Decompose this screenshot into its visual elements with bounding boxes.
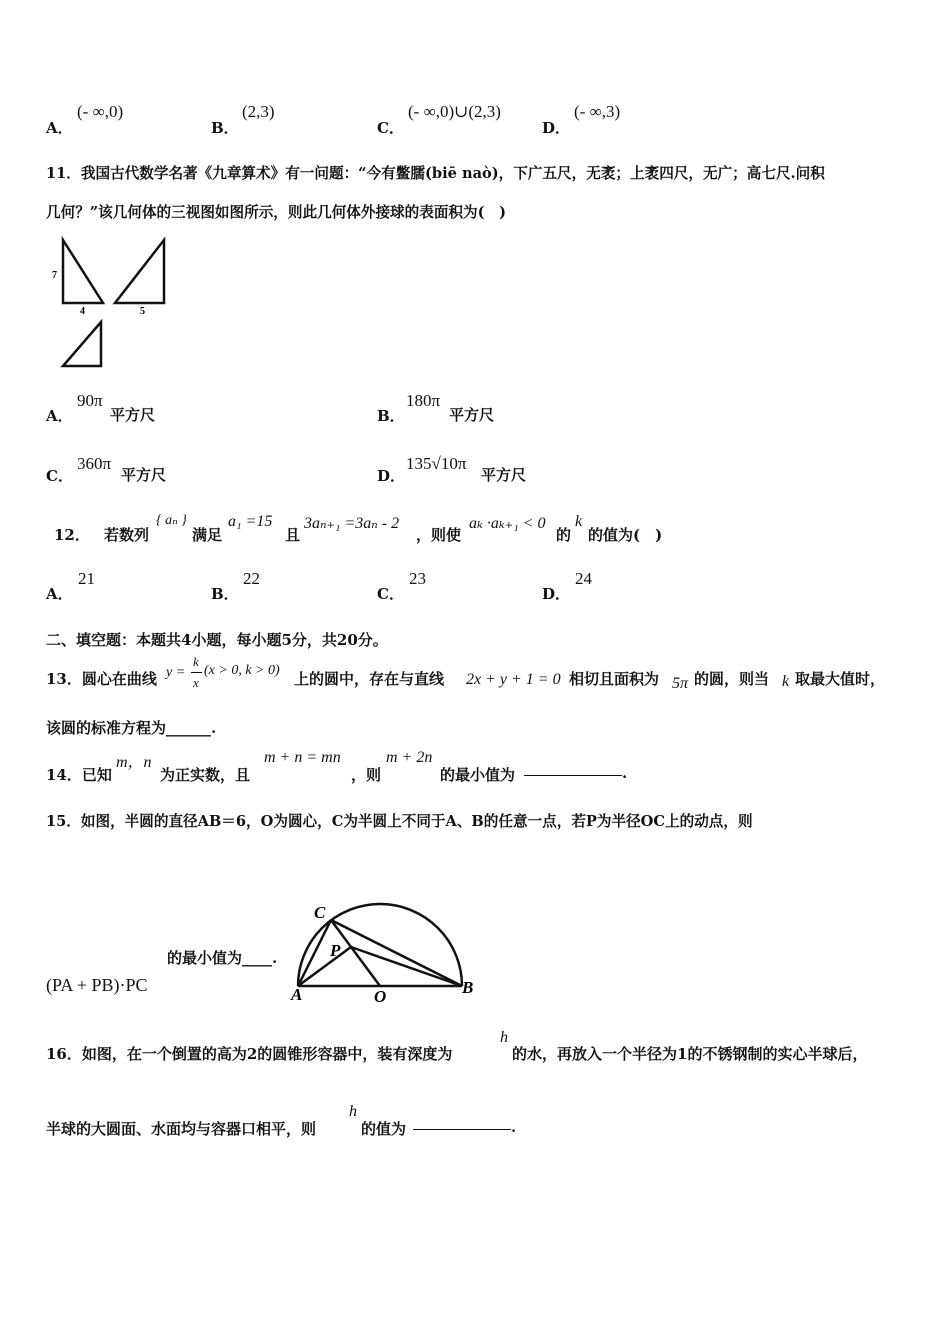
q16-h: h [500, 1029, 508, 1046]
side-view-triangle [115, 240, 164, 303]
section-2-heading: 二、填空题：本题共4小题，每小题5分，共20分。 [46, 631, 388, 649]
q14-text-2: 为正实数，且 [160, 766, 251, 784]
q11-option-b-unit: 平方尺 [449, 406, 495, 424]
segment-cb [331, 920, 462, 986]
q10-option-d-letter: D． [542, 119, 571, 137]
q14-vars: m，n [116, 754, 152, 771]
semicircle-figure [288, 890, 488, 1010]
q11-option-a-letter: A． [46, 407, 73, 425]
q14-eq: m + n = mn [264, 749, 341, 766]
q14-end: . [622, 764, 628, 782]
q16-text-1: 16．如图，在一个倒置的高为2的圆锥形容器中，装有深度为 [46, 1045, 453, 1063]
q12-text-6: 的值为( ) [588, 526, 663, 544]
q15-text-2: 的最小值为____. [167, 949, 278, 967]
q13-text-5: 取最大值时， [795, 670, 886, 688]
q16-answer-blank[interactable] [413, 1117, 511, 1130]
q13-line2: 该圆的标准方程为______. [46, 719, 217, 737]
q11-option-c-unit: 平方尺 [121, 466, 167, 484]
q10-option-a-letter: A． [46, 119, 73, 137]
q13-text-4: 的圆，则当 [694, 670, 770, 688]
q13-line-eq: 2x + y + 1 = 0 [466, 671, 561, 688]
q11-option-d-math: 135√10π [406, 454, 467, 473]
q13-frac-den: x [193, 675, 199, 690]
q14-answer-blank[interactable] [524, 763, 622, 776]
q12-sequence: { aₙ } [156, 513, 187, 528]
q13-text-3: 相切且面积为 [569, 670, 660, 688]
q11-option-b-math: 180π [406, 391, 441, 410]
q12-option-b-value: 22 [243, 569, 260, 588]
q13-text-1: 13．圆心在曲线 [46, 670, 157, 688]
segment-ac [298, 920, 331, 986]
label-b: B [462, 978, 474, 997]
q12-option-a-letter: A． [46, 585, 73, 603]
q13-frac-bar [191, 672, 202, 673]
q10-option-a-math: (- ∞,0) [77, 102, 124, 121]
q12-option-d-letter: D． [542, 585, 571, 603]
q16-text-3: 半球的大圆面、水面均与容器口相平，则 [46, 1120, 317, 1138]
q12-math-1: a₁ =15 [228, 513, 273, 530]
q11-option-a-unit: 平方尺 [110, 406, 156, 424]
q13-condition: (x > 0, k > 0) [204, 663, 280, 678]
label-o: O [374, 987, 387, 1006]
q11-option-c-letter: C． [46, 467, 73, 485]
front-view-triangle [63, 240, 103, 303]
q14-expr: m + 2n [386, 749, 433, 766]
q14-text-4: 的最小值为 [440, 766, 516, 784]
q11-option-b-letter: B． [377, 407, 405, 425]
q12-option-c-letter: C． [377, 585, 404, 603]
q13-text-2: 上的圆中，存在与直线 [294, 670, 445, 688]
q11-option-d-unit: 平方尺 [481, 466, 527, 484]
q10-option-b-math: (2,3) [242, 102, 275, 121]
q10-option-c-math: (- ∞,0)∪(2,3) [408, 102, 501, 121]
q13-frac-num: k [193, 654, 199, 669]
q12-text-2: 满足 [192, 526, 223, 544]
three-view-figure [40, 232, 180, 372]
q13-k: k [782, 673, 790, 690]
label-a: A [291, 985, 303, 1004]
q10-option-c-letter: C． [377, 119, 404, 137]
q15-expr: (PA + PB)·PC [46, 975, 148, 995]
q16-end: . [511, 1118, 517, 1136]
q11-option-c-math: 360π [77, 454, 112, 473]
label-p: P [330, 941, 341, 960]
q13-area: 5π [672, 675, 689, 692]
q12-math-2: 3aₙ₊₁ =3aₙ - 2 [304, 515, 400, 532]
q12-text-5: 的 [556, 526, 572, 544]
q14-text-1: 14．已知 [46, 766, 112, 784]
q11-line2: 几何？”该几何体的三视图如图所示，则此几何体外接球的表面积为( ) [46, 204, 507, 221]
fig-label-base-right: 5 [140, 306, 145, 317]
q11-option-a-math: 90π [77, 391, 103, 410]
fig-label-base-left: 4 [80, 306, 85, 317]
q11-line1: 11．我国古代数学名著《九章算术》有一问题：“今有鳖臑(biē naò)，下广五尺，无袤；上袤四尺，无广；高七尺.问积 [46, 165, 825, 182]
q13-curve-lhs: y = [166, 665, 186, 680]
q11-option-d-letter: D． [377, 467, 406, 485]
q15-line1: 15．如图，半圆的直径AB＝6，O为圆心，C为半圆上不同于A、B的任意一点，若P为半径OC上的动点，则 [46, 813, 753, 830]
q12-option-d-value: 24 [575, 569, 592, 588]
label-c: C [314, 903, 326, 922]
q10-option-d-math: (- ∞,3) [574, 102, 621, 121]
q12-number: 12． [54, 526, 90, 544]
q16-h-2: h [349, 1103, 357, 1120]
q12-text-4: ，则使 [416, 526, 462, 544]
fig-label-height: 7 [52, 270, 57, 281]
q12-math-3: aₖ ·aₖ₊₁ < 0 [469, 515, 546, 532]
segment-pb [351, 947, 462, 986]
q12-option-c-value: 23 [409, 569, 426, 588]
q12-math-4: k [575, 513, 583, 530]
q16-text-2: 的水，再放入一个半径为1的不锈钢制的实心半球后， [512, 1045, 868, 1063]
q14-text-3: ，则 [351, 766, 382, 784]
top-view-triangle [63, 322, 101, 366]
q12-option-a-value: 21 [78, 569, 95, 588]
q12-option-b-letter: B． [211, 585, 239, 603]
q16-text-4: 的值为 [361, 1120, 407, 1138]
q12-text-1: 若数列 [104, 526, 150, 544]
q10-option-b-letter: B． [211, 119, 239, 137]
q12-text-3: 且 [285, 526, 301, 544]
